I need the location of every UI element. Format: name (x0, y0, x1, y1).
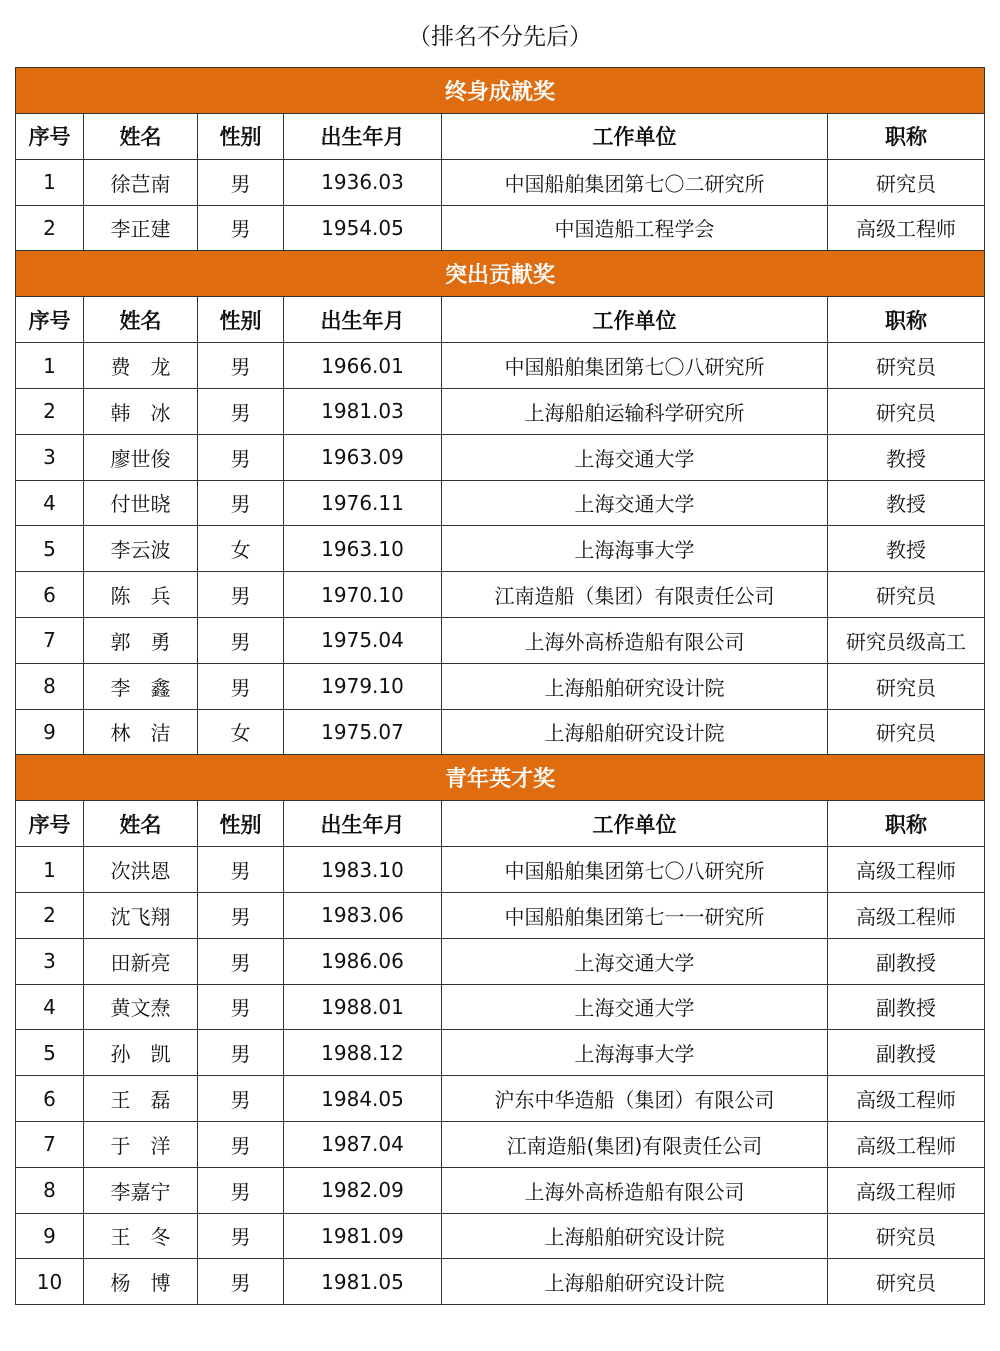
section-title-row (16, 755, 985, 801)
cell-index: 1 (16, 343, 84, 389)
cell-gender: 男 (198, 663, 284, 709)
cell-birth: 1988.12 (284, 1030, 442, 1076)
section-title-row (16, 68, 985, 114)
cell-workplace: 沪东中华造船（集团）有限公司 (442, 1076, 828, 1122)
cell-name: 林 洁 (84, 709, 198, 755)
cell-name: 费 龙 (84, 343, 198, 389)
cell-name: 付世晓 (84, 480, 198, 526)
header-row (16, 114, 985, 160)
cell-index: 2 (16, 205, 84, 251)
ranking-note: （排名不分先后） (408, 24, 592, 50)
column-header-birth: 出生年月 (284, 801, 442, 847)
cell-workplace: 上海外高桥造船有限公司 (442, 617, 828, 663)
cell-index: 4 (16, 984, 84, 1030)
cell-name: 陈 兵 (84, 572, 198, 618)
cell-birth: 1979.10 (284, 663, 442, 709)
cell-index: 6 (16, 572, 84, 618)
cell-workplace: 中国船舶集团第七〇二研究所 (442, 159, 828, 205)
table-row (16, 1259, 985, 1305)
cell-workplace: 上海船舶研究设计院 (442, 1213, 828, 1259)
cell-gender: 男 (198, 1121, 284, 1167)
cell-birth: 1954.05 (284, 205, 442, 251)
cell-index: 6 (16, 1076, 84, 1122)
cell-title: 副教授 (828, 1030, 985, 1076)
cell-title: 研究员 (828, 663, 985, 709)
column-header-title: 职称 (828, 801, 985, 847)
cell-index: 1 (16, 847, 84, 893)
table-row (16, 1213, 985, 1259)
cell-birth: 1963.10 (284, 526, 442, 572)
cell-birth: 1981.05 (284, 1259, 442, 1305)
cell-gender: 男 (198, 847, 284, 893)
cell-name: 孙 凯 (84, 1030, 198, 1076)
cell-title: 研究员 (828, 1213, 985, 1259)
cell-title: 教授 (828, 434, 985, 480)
cell-birth: 1981.03 (284, 388, 442, 434)
cell-title: 高级工程师 (828, 205, 985, 251)
cell-gender: 男 (198, 1076, 284, 1122)
cell-gender: 女 (198, 709, 284, 755)
table-row (16, 1167, 985, 1213)
cell-index: 9 (16, 1213, 84, 1259)
award-table (15, 67, 985, 1305)
cell-gender: 男 (198, 480, 284, 526)
column-header-gender: 性别 (198, 801, 284, 847)
cell-gender: 男 (198, 984, 284, 1030)
cell-workplace: 上海交通大学 (442, 480, 828, 526)
cell-title: 研究员 (828, 388, 985, 434)
cell-workplace: 上海海事大学 (442, 1030, 828, 1076)
cell-gender: 男 (198, 159, 284, 205)
cell-birth: 1987.04 (284, 1121, 442, 1167)
cell-workplace: 中国船舶集团第七一一研究所 (442, 892, 828, 938)
cell-gender: 男 (198, 1259, 284, 1305)
table-row (16, 205, 985, 251)
cell-birth: 1975.04 (284, 617, 442, 663)
cell-index: 4 (16, 480, 84, 526)
cell-birth: 1983.06 (284, 892, 442, 938)
cell-name: 李嘉宁 (84, 1167, 198, 1213)
cell-title: 研究员 (828, 572, 985, 618)
cell-gender: 女 (198, 526, 284, 572)
table-row (16, 480, 985, 526)
section-title: 终身成就奖 (16, 68, 985, 114)
cell-name: 杨 博 (84, 1259, 198, 1305)
cell-workplace: 上海交通大学 (442, 984, 828, 1030)
header-row (16, 297, 985, 343)
cell-index: 8 (16, 663, 84, 709)
table-row (16, 709, 985, 755)
cell-title: 副教授 (828, 938, 985, 984)
cell-index: 2 (16, 388, 84, 434)
table-row (16, 1076, 985, 1122)
cell-name: 李云波 (84, 526, 198, 572)
cell-name: 次洪恩 (84, 847, 198, 893)
cell-title: 研究员 (828, 343, 985, 389)
cell-workplace: 上海外高桥造船有限公司 (442, 1167, 828, 1213)
column-header-index: 序号 (16, 297, 84, 343)
cell-index: 10 (16, 1259, 84, 1305)
cell-birth: 1963.09 (284, 434, 442, 480)
cell-index: 5 (16, 1030, 84, 1076)
cell-name: 于 洋 (84, 1121, 198, 1167)
column-header-birth: 出生年月 (284, 297, 442, 343)
cell-title: 研究员 (828, 159, 985, 205)
table-row (16, 1121, 985, 1167)
cell-workplace: 上海船舶研究设计院 (442, 709, 828, 755)
award-table-body (16, 68, 985, 1305)
cell-name: 沈飞翔 (84, 892, 198, 938)
cell-title: 高级工程师 (828, 847, 985, 893)
cell-name: 王 磊 (84, 1076, 198, 1122)
cell-index: 7 (16, 617, 84, 663)
cell-workplace: 中国造船工程学会 (442, 205, 828, 251)
column-header-title: 职称 (828, 297, 985, 343)
cell-birth: 1988.01 (284, 984, 442, 1030)
column-header-workplace: 工作单位 (442, 114, 828, 160)
section-title-row (16, 251, 985, 297)
header-row (16, 801, 985, 847)
section-title: 突出贡献奖 (16, 251, 985, 297)
column-header-workplace: 工作单位 (442, 297, 828, 343)
column-header-index: 序号 (16, 801, 84, 847)
column-header-title: 职称 (828, 114, 985, 160)
cell-title: 教授 (828, 480, 985, 526)
cell-title: 高级工程师 (828, 892, 985, 938)
cell-workplace: 上海船舶研究设计院 (442, 1259, 828, 1305)
cell-index: 7 (16, 1121, 84, 1167)
cell-name: 李 鑫 (84, 663, 198, 709)
cell-title: 副教授 (828, 984, 985, 1030)
table-row (16, 572, 985, 618)
cell-workplace: 江南造船(集团)有限责任公司 (442, 1121, 828, 1167)
cell-gender: 男 (198, 617, 284, 663)
table-row (16, 388, 985, 434)
cell-gender: 男 (198, 205, 284, 251)
cell-index: 5 (16, 526, 84, 572)
cell-gender: 男 (198, 572, 284, 618)
table-row (16, 663, 985, 709)
cell-name: 李正建 (84, 205, 198, 251)
column-header-name: 姓名 (84, 297, 198, 343)
cell-workplace: 上海交通大学 (442, 938, 828, 984)
cell-name: 韩 冰 (84, 388, 198, 434)
cell-workplace: 上海交通大学 (442, 434, 828, 480)
column-header-name: 姓名 (84, 114, 198, 160)
cell-index: 9 (16, 709, 84, 755)
cell-gender: 男 (198, 892, 284, 938)
cell-birth: 1983.10 (284, 847, 442, 893)
table-row (16, 938, 985, 984)
cell-title: 高级工程师 (828, 1121, 985, 1167)
cell-index: 8 (16, 1167, 84, 1213)
cell-birth: 1975.07 (284, 709, 442, 755)
cell-name: 郭 勇 (84, 617, 198, 663)
cell-index: 1 (16, 159, 84, 205)
table-row (16, 1030, 985, 1076)
column-header-name: 姓名 (84, 801, 198, 847)
cell-name: 廖世俊 (84, 434, 198, 480)
cell-gender: 男 (198, 938, 284, 984)
cell-birth: 1976.11 (284, 480, 442, 526)
table-row (16, 984, 985, 1030)
table-row (16, 892, 985, 938)
cell-title: 高级工程师 (828, 1167, 985, 1213)
cell-birth: 1936.03 (284, 159, 442, 205)
column-header-gender: 性别 (198, 114, 284, 160)
column-header-gender: 性别 (198, 297, 284, 343)
cell-workplace: 江南造船（集团）有限责任公司 (442, 572, 828, 618)
cell-title: 教授 (828, 526, 985, 572)
cell-name: 田新亮 (84, 938, 198, 984)
cell-name: 徐芑南 (84, 159, 198, 205)
cell-workplace: 上海船舶研究设计院 (442, 663, 828, 709)
cell-name: 黄文焘 (84, 984, 198, 1030)
cell-name: 王 冬 (84, 1213, 198, 1259)
cell-workplace: 上海船舶运输科学研究所 (442, 388, 828, 434)
cell-index: 2 (16, 892, 84, 938)
cell-birth: 1981.09 (284, 1213, 442, 1259)
cell-title: 高级工程师 (828, 1076, 985, 1122)
cell-gender: 男 (198, 1030, 284, 1076)
cell-title: 研究员 (828, 709, 985, 755)
cell-index: 3 (16, 434, 84, 480)
table-row (16, 847, 985, 893)
cell-birth: 1984.05 (284, 1076, 442, 1122)
cell-gender: 男 (198, 1213, 284, 1259)
cell-birth: 1982.09 (284, 1167, 442, 1213)
cell-birth: 1970.10 (284, 572, 442, 618)
cell-title: 研究员 (828, 1259, 985, 1305)
table-row (16, 617, 985, 663)
section-title: 青年英才奖 (16, 755, 985, 801)
cell-gender: 男 (198, 1167, 284, 1213)
column-header-workplace: 工作单位 (442, 801, 828, 847)
column-header-index: 序号 (16, 114, 84, 160)
table-row (16, 434, 985, 480)
table-row (16, 159, 985, 205)
cell-workplace: 中国船舶集团第七〇八研究所 (442, 343, 828, 389)
cell-index: 3 (16, 938, 84, 984)
cell-gender: 男 (198, 388, 284, 434)
cell-title: 研究员级高工 (828, 617, 985, 663)
cell-workplace: 中国船舶集团第七〇八研究所 (442, 847, 828, 893)
cell-workplace: 上海海事大学 (442, 526, 828, 572)
table-row (16, 343, 985, 389)
cell-gender: 男 (198, 434, 284, 480)
column-header-birth: 出生年月 (284, 114, 442, 160)
cell-birth: 1986.06 (284, 938, 442, 984)
cell-gender: 男 (198, 343, 284, 389)
table-row (16, 526, 985, 572)
cell-birth: 1966.01 (284, 343, 442, 389)
